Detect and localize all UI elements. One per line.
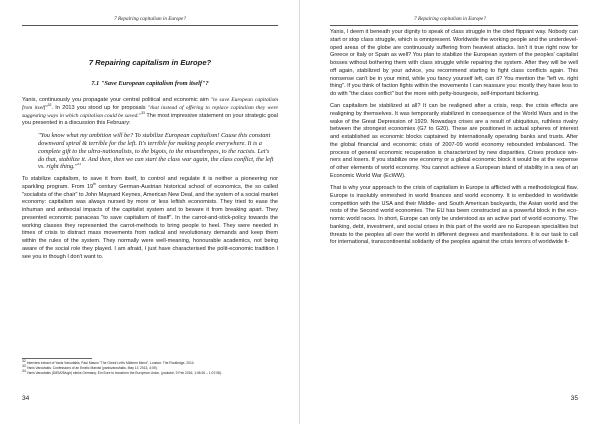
running-head-right: 7 Repairing capitalism in Europe?: [414, 16, 486, 22]
footnote-number: 34: [22, 369, 26, 374]
left-paragraph-2: [22, 176, 278, 261]
left-p1-text-a: Yanis, continuously you propagate your central political and economic aim: [22, 97, 211, 103]
footnote-text: Yanis Varoufakis (DiEM25/ugh) stinks Germany: Ein Eure to transform the European Union, (youtube, 9 Feb 2016, 1:06:26 – 1:07:08).: [26, 371, 222, 376]
footnote-ref-33[interactable]: 33: [141, 110, 145, 115]
footnote-text: Yanis Varoufakis: Confessions of an Erratic Marxist (yanisvaroufakis, May 13 2013, 4:09).: [26, 366, 158, 371]
header-rule-right: [330, 25, 578, 26]
footnote-ref-34[interactable]: 34: [77, 162, 81, 167]
right-page: [300, 0, 600, 424]
right-paragraph-3: That is why your approach to the crisis of capitalism in Europe is afflicted with a methodological flaw. Europe is insolubly enmeshed in world finances and world economy. It is embedded in worldwide competition with the USA and their Middle- and South American backyards, the Asian world and the rests of the Second world economies. The EU has been constructed as a powerful block in the economic world races. In short, Europe can only be understood as an active part of world economy. The banking, debt, investment, and social crises in this part of the world are no European specialities but threats to the peoples all over the world in different degrees and manifestations. It is our task to call for international, transcontinental solidarity of the peoples against the crisis terrors of worldwide fi-: [330, 185, 578, 246]
left-p1-emphasis-b: "that instead of offering to replace capitalism they were suggesting ways in which capitalism could be saved.": [22, 104, 279, 119]
left-paragraph-1: [22, 97, 278, 128]
left-p2-text-a: To stabilize capitalism, to save it from itself, to control and regulate it is neither a pioneering nor sparkling program. From 19: [22, 176, 278, 190]
page-number-left: 34: [22, 395, 30, 402]
section-title: 7.1 "Save European capitalism from itself"?: [91, 80, 209, 87]
footnote-rule: [22, 358, 92, 359]
header-rule-left: [22, 25, 278, 26]
footnote-ref-32[interactable]: 32: [47, 102, 52, 107]
footnotes: [22, 358, 278, 377]
page-number-right: 35: [570, 395, 578, 402]
left-p1-text-c: The most impressive statement on your strategic goal you presented in a discussion this February:: [22, 112, 278, 127]
block-quote: [38, 132, 276, 171]
footnote-text: Interview extract of Yanis Varoufakis, Paul Mason "The Greek Left's Midterm Mend", London: The Routledge, 2014.: [26, 361, 195, 366]
left-p1-text-b: . In 2013 you stood up for proposals: [51, 104, 148, 111]
footnote-34: [22, 371, 278, 376]
block-quote-text: "You know what my ambition will be? To stabilize European capitalism! Cause this constant downward spiral & terrible for the left. It's terrible for making people everywhere. It is a complete gift to the ultra-nationalists, to the bigots, to the misanthropes, to the racists. Let's do that, stabilize it. And then, then we can start the class war again, the class conflict, the left vs. right thing.": [38, 132, 274, 171]
left-p2-text-b: century German-Austrian historical school of economics, the so called "socialists of the chair" to John Maynard Keynes, American New Deal, and the system of a social market economy: capitalism was always nursed by more or less leftish economists. They tried to ease the inhuman and antisocial impacts of the capitalist system and to beware it from breaking apart. They presented economic panaceas "to save capitalism of itself". In the carrot-and-stick-policy towards the working classes they represented the carrot-methods to bring people to heel. They were needed in times of crisis to distract mass movements from radical and revolutionary demands and keep them within the rules of the system. They normally were well-meaning, honourable academics, not being aware of the social role they played. I am afraid, I just have characterised the polit-economic tradition I see you in though I don't want to.: [22, 183, 278, 260]
footnote-number: 32: [22, 359, 26, 363]
left-p1-emphasis-a: "to save European capitalism from itself": [22, 97, 278, 111]
running-head-left: 7 Repairing capitalism in Europe?: [114, 16, 186, 22]
right-paragraph-2: Can capitalism be stabilized at all? It can be realigned after a crisis, resp. the crisis effects are realigning by themselves. It was temporarily stabilized in consequence of the World Wars and in the wake of the Great Depression of 1929. Nowadays crises are a result of ubiquitous, ruthless rivalry between the strongest economies (G7 to G20). These are positioned in actual spheres of interest and established as economic blocks captained by internationally operating banks and trusts. After the global financial and economic crisis of 2007-09 world economy rebounded imbalanced. The process of general economic recuperation is characterized by new disparities. Crises produce winners and losers. If you stabilize one economy or a global economic block it would be at the expense of other elements of world economy. You cannot achieve a European island of stability in a sea of an Economic World War (EcWW).: [330, 103, 578, 179]
chapter-title: 7 Repairing capitalism in Europe?: [88, 58, 212, 67]
footnote-number: 33: [22, 364, 26, 369]
left-page-content: [22, 32, 278, 266]
right-paragraph-1: Yanis, I deem it beneath your dignity to speak of class struggle in the cited flippant way. Nobody can start or stop class struggle, which is omnipresent. Worldwide the working people and the underdeveloped areas of the globe are continuously suffering from heaviest attacks. Isn't it true right now for Greece or Italy or Spain as well? You plan to stabilize the European system of the peoples' capitalist bosses without bothering them with class struggle while repairing the system. After they will be well off again, stabilized by your advice, you recommend starting to fight class conflicts again. This nonsense can't be in your mind, while you fancy yourself left, can it? You mention the "left vs. right thing". If you think of faction fights within the movements I can reassure you: mostly they have less to do with "the class conflict" but the more with petty-bourgeois, self-important bickering.: [330, 29, 578, 97]
right-page-content: [330, 29, 578, 251]
ordinal-superscript: th: [93, 182, 96, 187]
